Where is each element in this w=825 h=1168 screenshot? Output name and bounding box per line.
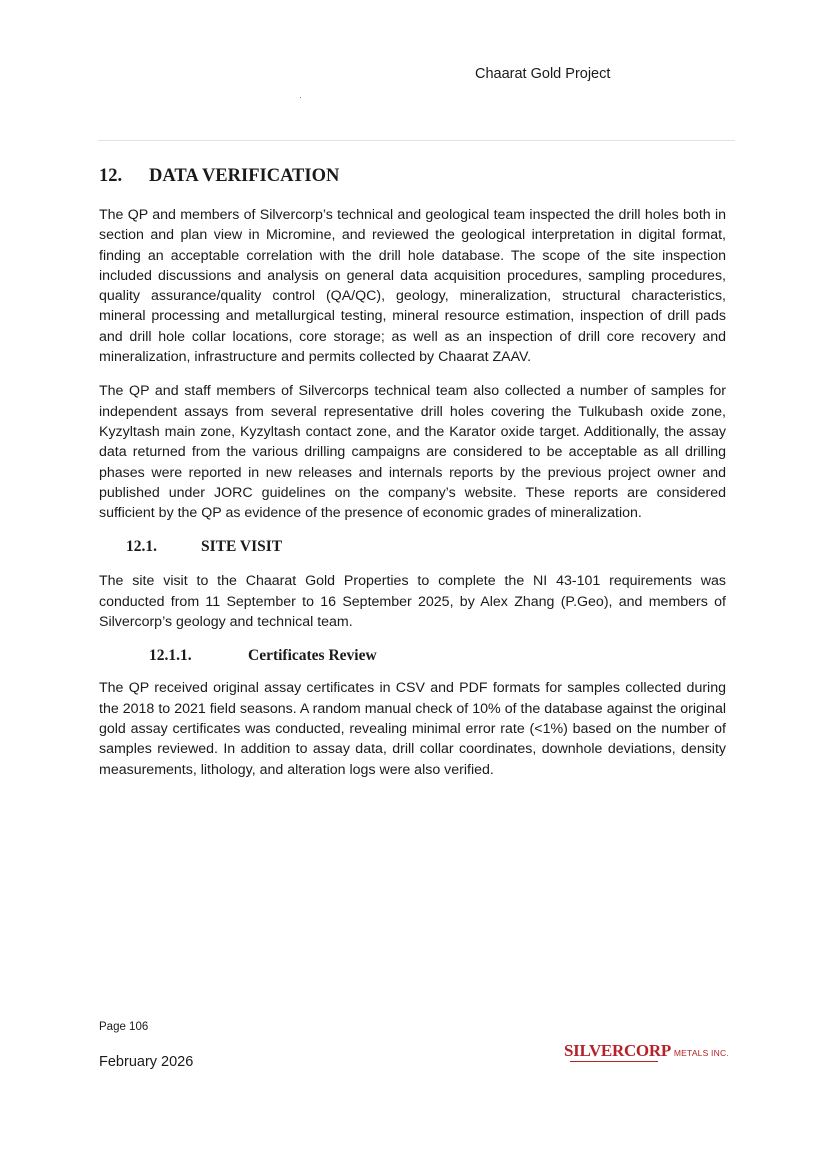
subsubsection-heading <box>149 646 726 666</box>
subsubsection-paragraph: The QP received original assay certificates in CSV and PDF formats for samples collected during the 2018 to 2021 field seasons. A random manual check of 10% of the database against the original gold assay certificates was conducted, revealing minimal error rate (<1%) based on the number of samples reviewed. In addition to assay data, drill collar coordinates, downhole deviations, density measurements, lithology, and alteration logs were also verified. <box>99 680 726 778</box>
header-dot-mark <box>300 97 301 98</box>
subsection-heading <box>126 537 726 557</box>
subsubsection-number: 12.1.1. <box>149 647 192 665</box>
main-content <box>99 164 726 794</box>
page-number: Page 106 <box>99 1021 149 1033</box>
section-heading <box>99 164 726 188</box>
silvercorp-logo <box>564 1041 729 1061</box>
logo-sub-text: METALS INC. <box>673 1048 729 1058</box>
section-paragraph-2: The QP and staff members of Silvercorps technical team also collected a number of samples for independent assays from several representative drill holes covering the Tulkubash oxide zone, Kyzyltash main zone, Kyzyltash contact zone, and the Karator oxide target. Additionally, the assay data returned from the various drilling campaigns are considered to be acceptable as all drilling phases were reported in new releases and internals reports by the previous project owner and published under JORC guidelines on the company’s website. These reports are considered sufficient by the QP as evidence of the presence of economic grades of mineralization. <box>99 383 726 522</box>
header-divider <box>98 140 735 141</box>
section-paragraph-1: The QP and members of Silvercorp’s technical and geological team inspected the drill holes both in section and plan view in Micromine, and reviewed the geological interpretation in digital format, finding an acceptable correlation with the drill hole database. The scope of the site inspection included discussions and analysis on general data acquisition procedures, sampling procedures, quality assurance/quality control (QA/QC), geology, mineralization, structural characteristics, mineral processing and metallurgical testing, mineral resource estimation, inspection of drill pads and drill hole collar locations, core storage; as well as an inspection of drill core recovery and mineralization, infrastructure and permits collected by Chaarat ZAAV. <box>99 207 726 366</box>
logo-underline <box>570 1061 658 1062</box>
subsection-number: 12.1. <box>126 538 157 556</box>
section-number: 12. <box>99 166 123 186</box>
subsubsection-title: Certificates Review <box>248 647 377 665</box>
subsection-paragraph: The site visit to the Chaarat Gold Properties to complete the NI 43-101 requirements was conducted from 11 September to 16 September 2025, by Alex Zhang (P.Geo), and members of Silvercorp’s geology and technical team. <box>99 573 726 631</box>
section-title: DATA VERIFICATION <box>149 166 340 186</box>
header-project-title: Chaarat Gold Project <box>475 66 611 82</box>
subsection-title: SITE VISIT <box>201 538 283 556</box>
footer-date: February 2026 <box>99 1054 194 1070</box>
logo-main-text: SILVERCORP <box>564 1041 671 1060</box>
